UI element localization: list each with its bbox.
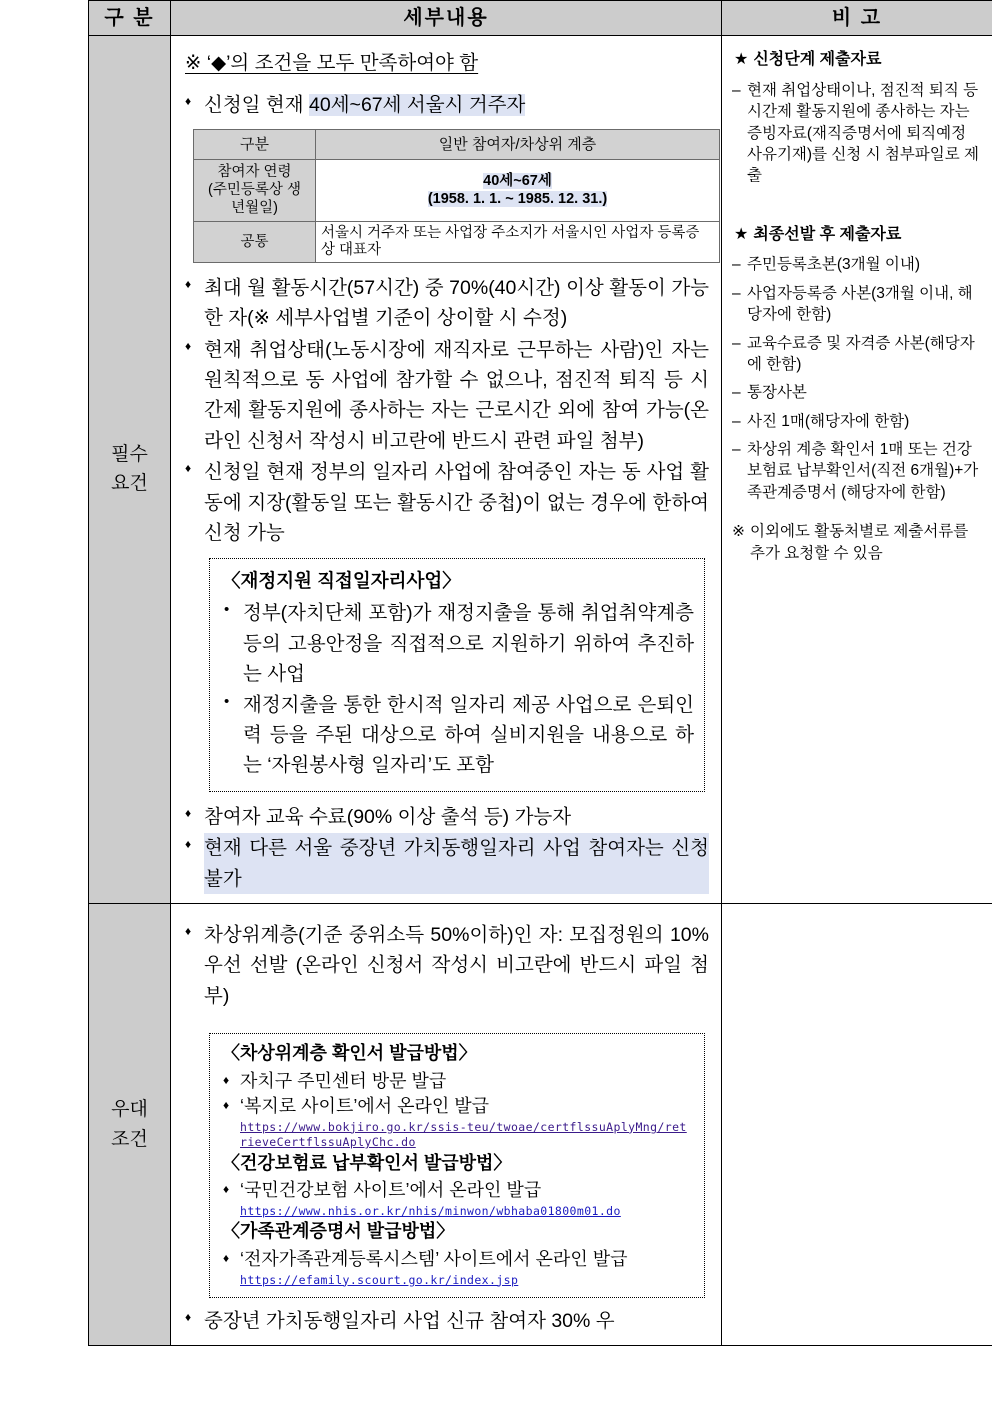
row-label-line2-pref: 조건 <box>111 1128 148 1150</box>
bigo-section2-item-6: – 차상위 계층 확인서 1매 또는 건강보험료 납부확인서(직전 6개월)+가족관계증명서 (해당자에 한함) <box>732 439 982 503</box>
preference-detail-cell <box>171 903 722 1346</box>
age-criteria-key-common: 공통 <box>194 221 316 262</box>
star-icon: ★ <box>734 51 749 68</box>
required-note: ※ ‘◆’의 조건을 모두 만족하여야 함 <box>185 52 479 74</box>
issuance-section1-item-1: ♦ 자치구 주민센터 방문 발급 <box>222 1069 694 1095</box>
required-bullet-1: ♦ 최대 월 활동시간(57시간) 중 70%(40시간) 이상 활동이 가능한 자(※ 세부사업별 기준이 상이할 시 수정) <box>183 273 709 334</box>
direct-job-program-item-2: • 재정지출을 통한 한시적 일자리 제공 사업으로 은퇴인력 등을 주된 대상으로 하여 실비지원을 내용으로 하는 ‘자원봉사형 일자리’도 포함 <box>222 690 694 781</box>
preference-top-list <box>183 920 709 1011</box>
table-row <box>89 903 992 1346</box>
age-range-value: 40세~67세 <box>483 172 552 189</box>
issuance-section1-list <box>222 1069 694 1120</box>
age-key-line2: (주민등록상 생 <box>208 182 301 199</box>
age-criteria-value-common: 서울시 거주자 또는 사업장 주소지가 서울시인 사업자 등록증 상 대표자 <box>316 221 720 262</box>
bigo-section2-item-4: – 통장사본 <box>732 382 982 403</box>
bigo-section2-item-1: – 주민등록초본(3개월 이내) <box>732 254 982 275</box>
required-bullet-2: ♦ 현재 취업상태(노동시장에 재직자로 근무하는 사람)인 자는 원칙적으로 동 사업에 참가할 수 없으나, 점진적 퇴직 등 시간제 활동지원에 종사하는 자는 근로시간 외에 참여 가능(온라인 신청서 작성시 비고란에 반드시 관련 파일 첨부) <box>183 335 709 457</box>
bigo-footnote: ※ 이외에도 활동처별로 제출서류를 추가 요청할 수 있음 <box>732 521 982 564</box>
bigo-section1-item-1: – 현재 취업상태이나, 점진적 퇴직 등 시간제 활동지원에 종사하는 자는 증빙자료(재직증명서에 퇴직예정 사유기재)를 신청 시 첨부파일로 제출 <box>732 80 982 187</box>
required-exclusion-highlight: 현재 다른 서울 중장년 가치동행일자리 사업 참여자는 신청 불가 <box>204 833 709 894</box>
issuance-section3-list <box>222 1247 694 1273</box>
bigo-section1-title-text: 신청단계 제출자료 <box>753 51 882 68</box>
row-label-line1-pref: 우대 <box>111 1099 148 1121</box>
row-label-line2: 요건 <box>111 473 148 495</box>
main-table <box>88 0 992 1346</box>
bigo-spacer-1 <box>732 197 982 223</box>
issuance-section2-title: 〈건강보험료 납부확인서 발급방법〉 <box>222 1152 512 1173</box>
required-bullet-3: ♦ 신청일 현재 정부의 일자리 사업에 참여중인 자는 동 사업 활동에 지장(활동일 또는 활동시간 중첩)이 없는 경우에 한하여 신청 가능 <box>183 457 709 548</box>
required-bullet-exclusion <box>183 833 709 894</box>
issuance-section3-title: 〈가족관계증명서 발급방법〉 <box>222 1221 455 1242</box>
direct-job-program-list <box>222 598 694 780</box>
preference-bullet-1: ♦ 차상위계층(기준 중위소득 50%이하)인 자: 모집정원의 10% 우선 선발 (온라인 신청서 작성시 비고란에 반드시 파일 첨부) <box>183 920 709 1011</box>
required-residency-bullet <box>183 90 709 120</box>
age-criteria-value-age <box>316 160 720 221</box>
bigo-section2-item-5: – 사진 1매(해당자에 한함) <box>732 411 982 432</box>
efamily-url-link[interactable]: https://efamily.scourt.go.kr/index.jsp <box>240 1272 519 1287</box>
residency-highlight: 40세~67세 서울시 거주자 <box>309 94 526 117</box>
age-criteria-row-age <box>194 160 720 221</box>
bigo-section1-title <box>732 50 982 71</box>
direct-job-program-item-1: • 정부(자치단체 포함)가 재정지출을 통해 취업취약계층 등의 고용안정을 직접적으로 지원하기 위하여 추진하는 사업 <box>222 598 694 689</box>
age-criteria-col1-header: 구분 <box>194 129 316 159</box>
header-bigo: 비 고 <box>722 1 992 36</box>
issuance-section1-item-2: ♦ ‘복지로 사이트’에서 온라인 발급 <box>222 1094 694 1120</box>
age-key-line1: 참여자 연령 <box>217 164 292 181</box>
required-bullet-tail-list <box>183 802 709 894</box>
bigo-cell-required <box>722 36 992 904</box>
residency-prefix: 신청일 현재 <box>204 94 310 117</box>
bigo-section2-title-text: 최종선발 후 제출자료 <box>753 225 902 243</box>
bigo-section2-list <box>732 254 982 503</box>
age-criteria-col2-header: 일반 참여자/차상위 계층 <box>316 129 720 159</box>
issuance-methods-box <box>209 1033 705 1298</box>
row-label-required <box>89 36 171 904</box>
bigo-section2-title <box>732 225 982 246</box>
header-detail: 세부내용 <box>171 1 722 36</box>
required-residency-list <box>183 90 709 120</box>
bigo-section2-item-3: – 교육수료증 및 자격증 사본(해당자에 한함) <box>732 333 982 376</box>
issuance-section2-item-1: ♦ ‘국민건강보험 사이트’에서 온라인 발급 <box>222 1178 694 1204</box>
preference-bullet-last: ♦ 중장년 가치동행일자리 사업 신규 참여자 30% 우 <box>183 1306 709 1336</box>
bigo-section2-item-2: – 사업자등록증 사본(3개월 이내, 해당자에 한함) <box>732 283 982 326</box>
age-criteria-row-common <box>194 221 720 262</box>
table-header-row <box>89 1 992 36</box>
header-gubun: 구 분 <box>89 1 171 36</box>
issuance-section2-list <box>222 1178 694 1204</box>
age-criteria-table <box>193 129 720 263</box>
bokjiro-url-link[interactable]: https://www.bokjiro.go.kr/ssis-teu/twoae/certflssuAplyMng/retrieveCertflssuAplyChc.do <box>240 1119 687 1150</box>
star-icon-2: ★ <box>734 225 749 243</box>
birthdate-range-value: (1958. 1. 1. ~ 1985. 12. 31.) <box>427 191 608 208</box>
bigo-cell-preference <box>722 903 992 1346</box>
age-criteria-header-row <box>194 129 720 159</box>
issuance-section1-title: 〈차상위계층 확인서 발급방법〉 <box>222 1043 477 1064</box>
row-label-line1: 필수 <box>111 444 148 466</box>
required-bullet-list <box>183 273 709 549</box>
age-criteria-key-age <box>194 160 316 221</box>
bigo-section1-list <box>732 80 982 187</box>
nhis-url-link[interactable]: https://www.nhis.or.kr/nhis/minwon/wbhaba01800m01.do <box>240 1203 621 1218</box>
direct-job-program-box <box>209 558 705 791</box>
preference-bottom-list <box>183 1306 709 1336</box>
required-detail-cell <box>171 36 722 904</box>
required-bullet-training: ♦ 참여자 교육 수료(90% 이상 출석 등) 가능자 <box>183 802 709 832</box>
issuance-section3-item-1: ♦ ‘전자가족관계등록시스템’ 사이트에서 온라인 발급 <box>222 1247 694 1273</box>
age-key-line3: 년월일) <box>231 200 278 217</box>
row-label-preference <box>89 903 171 1346</box>
direct-job-program-title: 〈재정지원 직접일자리사업〉 <box>222 570 461 592</box>
table-row <box>89 36 992 904</box>
